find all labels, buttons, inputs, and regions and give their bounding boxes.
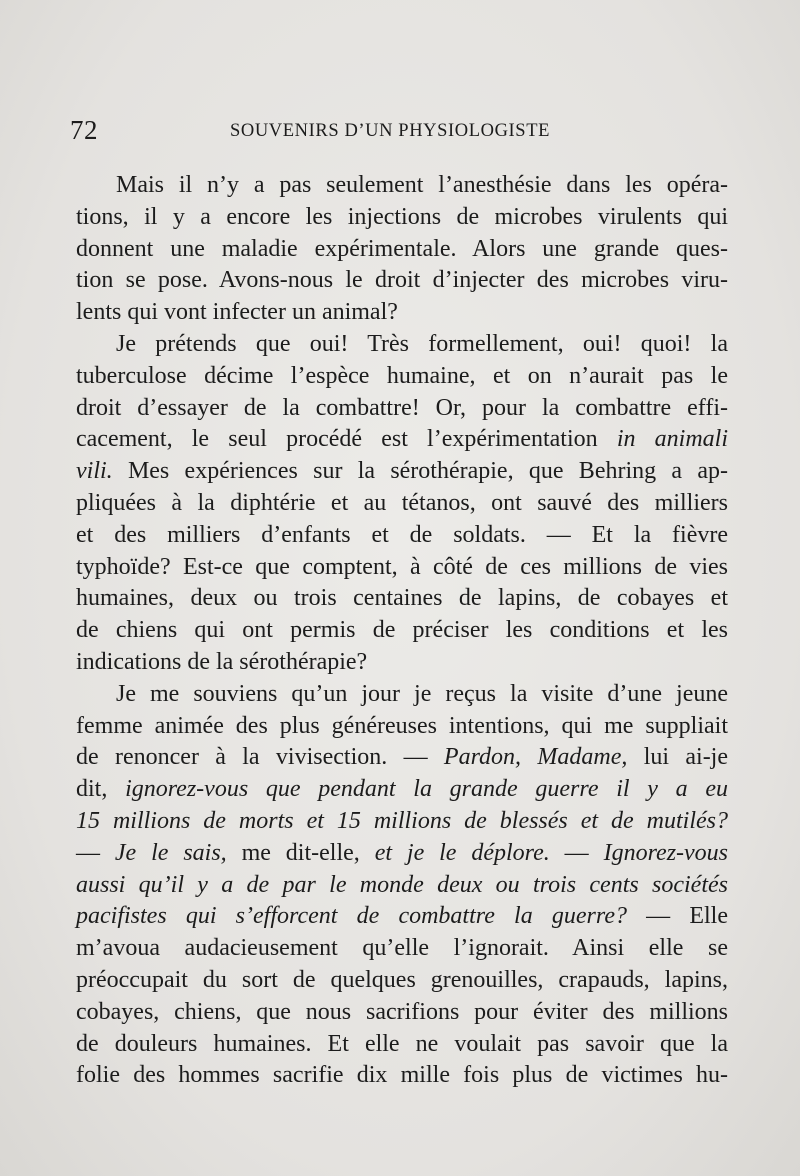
- running-title: SOUVENIRS D’UN PHYSIOLOGISTE: [230, 121, 550, 141]
- text-line: dit, ignorez-vous que pendant la grande guerre il y a eu: [76, 776, 728, 803]
- text-line: droit d’essayer de la combattre! Or, pour la combattre effi-: [76, 394, 728, 421]
- text-line: pacifistes qui s’efforcent de combattre la guerre? — Elle: [76, 903, 728, 930]
- text-line: tions, il y a encore les injections de microbes virulents qui: [76, 203, 728, 230]
- body-text: [76, 170, 728, 1092]
- text-line: tuberculose décime l’espèce humaine, et on n’aurait pas le: [76, 362, 728, 389]
- text-line: cobayes, chiens, que nous sacrifions pour éviter des millions: [76, 998, 728, 1025]
- text-line: indications de la sérothérapie?: [76, 648, 368, 675]
- text-line: tion se pose. Avons-nous le droit d’injecter des microbes viru-: [76, 267, 728, 294]
- text-line: aussi qu’il y a de par le monde deux ou trois cents sociétés: [76, 871, 728, 898]
- text-line: Je me souviens qu’un jour je reçus la visite d’une jeune: [116, 680, 728, 707]
- text-line: — Je le sais, me dit-elle, et je le déplore. — Ignorez-vous: [76, 839, 729, 866]
- text-line: m’avoua audacieusement qu’elle l’ignorait. Ainsi elle se: [76, 935, 728, 962]
- text-line: vili. Mes expériences sur la sérothérapie, que Behring a ap-: [76, 458, 728, 485]
- page-header: [70, 114, 730, 154]
- text-line: Je prétends que oui! Très formellement, oui! quoi! la: [116, 330, 728, 357]
- text-line: Mais il n’y a pas seulement l’anesthésie dans les opéra-: [116, 172, 728, 198]
- text-line: 15 millions de morts et 15 millions de blessés et de mutilés?: [76, 807, 728, 834]
- text-line: pliquées à la diphtérie et au tétanos, ont sauvé des milliers: [76, 489, 728, 516]
- page-number: 72: [70, 115, 98, 145]
- text-line: typhoïde? Est-ce que comptent, à côté de ces millions de vies: [76, 553, 728, 580]
- text-line: donnent une maladie expérimentale. Alors une grande ques-: [76, 235, 728, 262]
- text-line: folie des hommes sacrifie dix mille fois plus de victimes hu-: [76, 1062, 728, 1089]
- text-line: préoccupait du sort de quelques grenouilles, crapauds, lapins,: [76, 966, 728, 993]
- text-line: humaines, deux ou trois centaines de lapins, de cobayes et: [76, 585, 728, 612]
- text-line: femme animée des plus généreuses intentions, qui me suppliait: [76, 712, 728, 739]
- text-line: cacement, le seul procédé est l’expérimentation in animali: [76, 426, 728, 453]
- text-line: de chiens qui ont permis de préciser les conditions et les: [76, 617, 728, 644]
- text-line: de renoncer à la vivisection. — Pardon, Madame, lui ai-je: [76, 744, 729, 771]
- text-line: lents qui vont infecter un animal?: [76, 299, 398, 326]
- text-line: de douleurs humaines. Et elle ne voulait pas savoir que la: [76, 1030, 728, 1057]
- text-line: et des milliers d’enfants et de soldats. — Et la fièvre: [76, 521, 728, 548]
